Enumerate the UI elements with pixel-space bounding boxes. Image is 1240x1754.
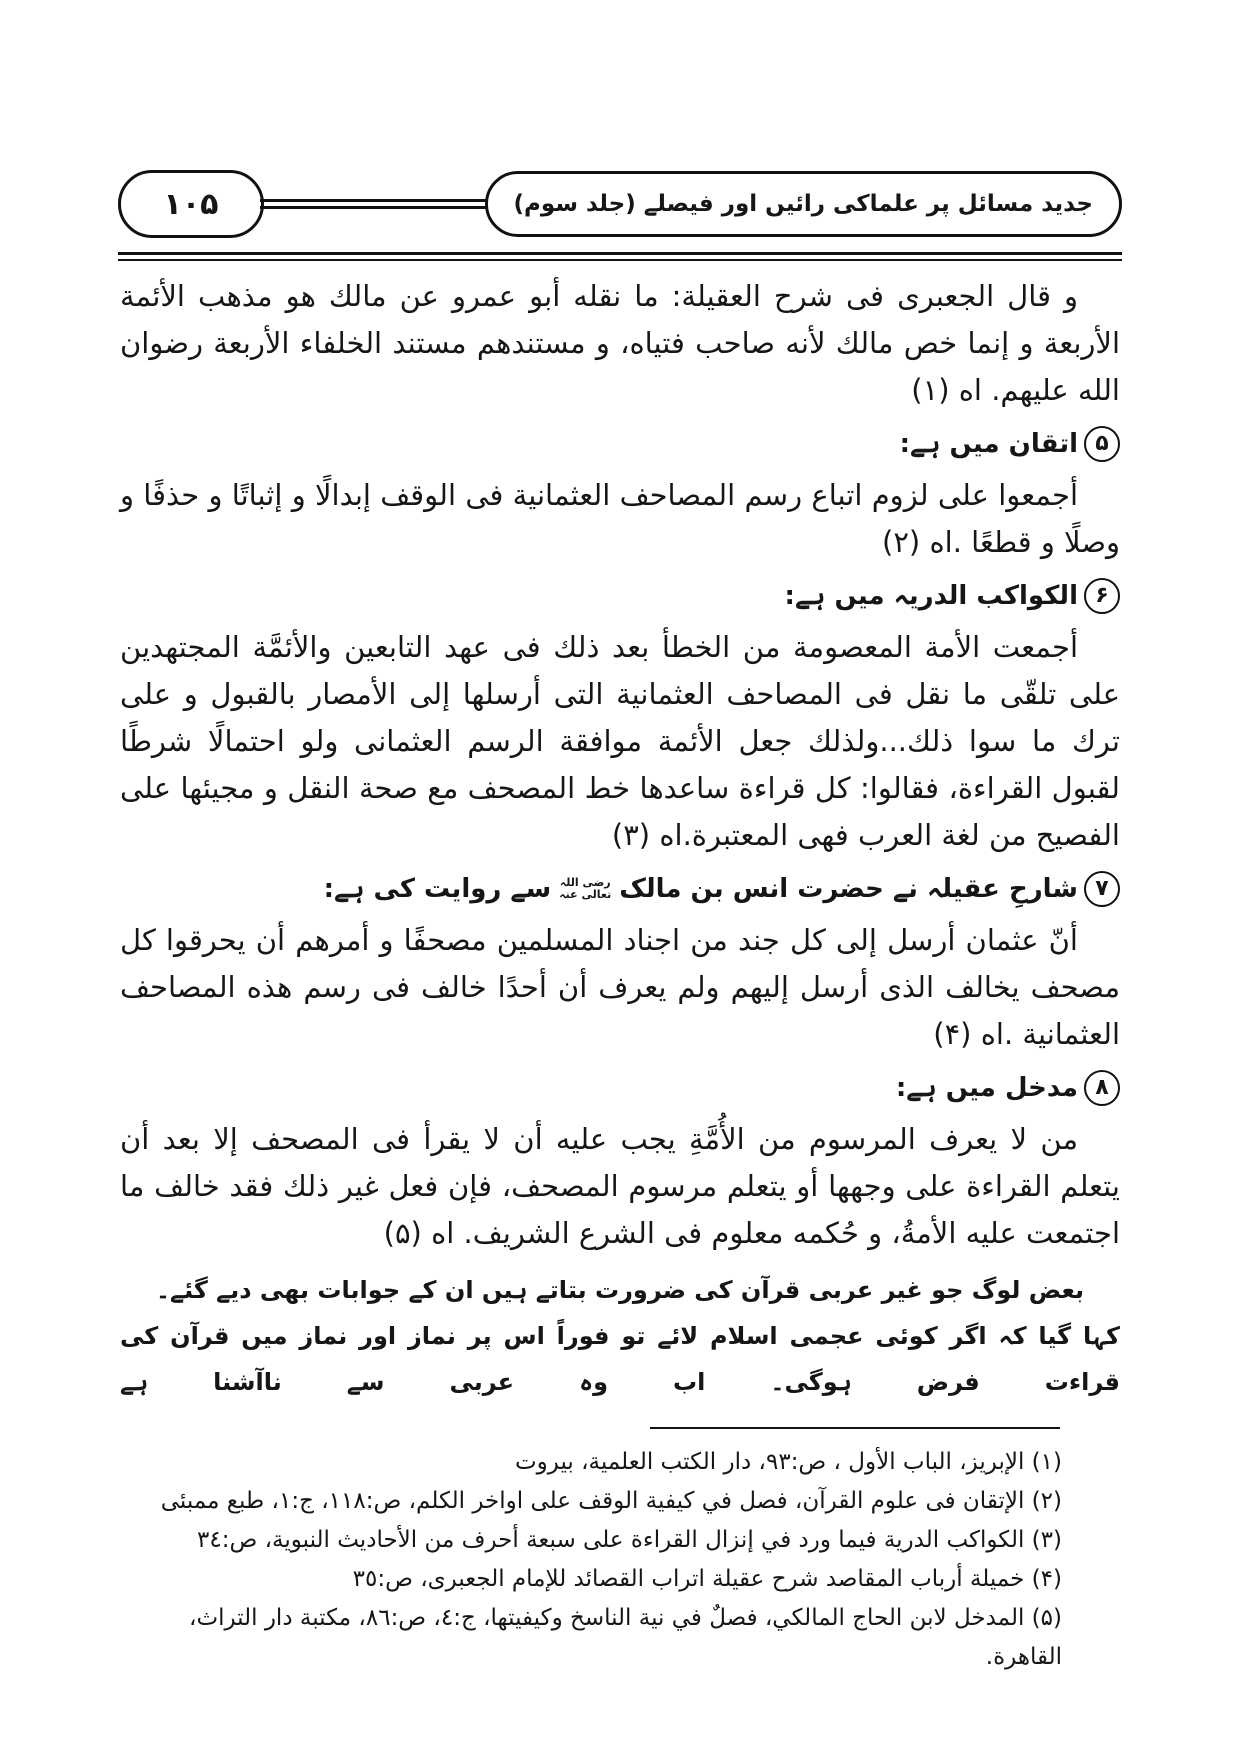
footnote-1 <box>120 1443 1120 1482</box>
arabic-paragraph-uthman: أنّ عثمان أرسل إلى كل جند من اجناد المسلمين مصحفًا و أمرهم أن يحرقوا كل مصحف يخالف الذى أرسل إليهم ولم يعرف أن أحدًا خالف فى رسم هذه المصاحف العثمانية .اه (۴) <box>120 923 1120 1051</box>
footnote-2-marker: (٢) <box>1031 1488 1062 1514</box>
section-heading-6 <box>120 576 1120 616</box>
section-heading-7-label-pre: شارحِ عقیلہ نے حضرت انس بن مالک <box>619 874 1078 904</box>
page-header <box>118 0 1122 238</box>
footnote-1-text: الإبريز، الباب الأول ، ص:٩٣، دار الكتب العلمية، بيروت <box>515 1449 1025 1475</box>
arabic-paragraph-itqan: أجمعوا على لزوم اتباع رسم المصاحف العثمانية فى الوقف إبدالًا و إثباتًا و حذفًا و وصلًا و قطعًا .اه (٢) <box>120 478 1120 559</box>
circled-number-8: ۸ <box>1084 1070 1120 1106</box>
footnote-4-text: خميلة أرباب المقاصد شرح عقيلة اتراب القصائد للإمام الجعبرى، ص:٣٥ <box>352 1566 1025 1592</box>
circled-number-5: ۵ <box>1084 426 1120 462</box>
arabic-paragraph-kawakib: أجمعت الأمة المعصومة من الخطأ بعد ذلك فى عهد التابعين والأئمَّة المجتهدين على تلقّى ما نقل فى المصاحف العثمانية التى أرسلها إلى الأمصار بالقبول و على ترك ما سوا ذلك...ولذلك جعل الأئمة موافقة الرسم العثمانى ولو احتمالًا شرطًا لقبول القراءة، فقالوا: كل قراءة ساعدها خط المصحف مع صحة النقل و مجيئها على الفصيح من لغة العرب فهى المعتبرة.اه (٣) <box>120 630 1120 852</box>
footnote-3-text: الكواكب الدرية فيما ورد في إنزال القراءة على سبعة أحرف من الأحاديث النبوية، ص:٣٤ <box>197 1527 1025 1553</box>
section-heading-7-label-post: سے روایت کی ہے: <box>323 874 552 904</box>
circled-number-6: ۶ <box>1084 578 1120 614</box>
urdu-note-fullwidth: کہا گیا کہ اگر کوئی عجمی اسلام لائے تو فوراً اس پر نماز اور نماز میں قرآن کی قراءت فرض ہوگی۔ اب وہ عربی سے ناآشنا ہے <box>120 1322 1120 1396</box>
footnote-2-text: الإتقان فى علوم القرآن، فصل في كيفية الوقف على اواخر الكلم، ص:١١٨، ج:١، طبع ممبئى <box>160 1488 1025 1514</box>
book-title-badge: جدید مسائل پر علماکی رائیں اور فیصلے (جلد سوم) <box>485 171 1122 237</box>
footnote-4 <box>120 1560 1120 1599</box>
honorific-ligature: رضی اللہ تعالی عنہ <box>559 876 612 901</box>
footnote-5-marker: (۵) <box>1031 1605 1062 1631</box>
header-double-rule <box>118 252 1122 261</box>
footnote-3-marker: (٣) <box>1031 1527 1062 1553</box>
section-heading-6-label: الکواکب الدریہ میں ہے: <box>784 581 1078 611</box>
circled-number-7: ۷ <box>1084 871 1120 907</box>
arabic-paragraph-madkhal: من لا يعرف المرسوم من الأُمَّةِ يجب عليه أن لا يقرأ فى المصحف إلا بعد أن يتعلم القراءة على وجهها أو يتعلم مرسوم المصحف، فإن فعل غير ذلك فقد خالف ما اجتمعت عليه الأمةُ، و حُكمه معلوم فى الشرع الشريف. اه (۵) <box>120 1122 1120 1250</box>
page-body <box>120 273 1120 1405</box>
arabic-paragraph-intro: و قال الجعبرى فى شرح العقيلة: ما نقله أبو عمرو عن مالك هو مذهب الأئمة الأربعة و إنما خص مالك لأنه صاحب فتياه، و مستندهم مستند الخلفاء الأربعة رضوان الله عليهم. اه (١) <box>120 279 1120 407</box>
footnote-3 <box>120 1521 1120 1560</box>
footnote-separator-rule <box>650 1427 1060 1429</box>
footnote-2 <box>120 1482 1120 1521</box>
header-connector-line <box>260 199 489 209</box>
section-heading-5 <box>120 424 1120 464</box>
section-heading-5-label: اتقان میں ہے: <box>899 429 1078 459</box>
footnote-4-marker: (۴) <box>1031 1566 1062 1592</box>
section-heading-8 <box>120 1068 1120 1108</box>
footnote-5 <box>120 1599 1120 1677</box>
footnote-1-marker: (١) <box>1031 1449 1062 1475</box>
footnote-5-text: المدخل لابن الحاج المالكي، فصلٌ في نية الناسخ وكيفيتها، ج:٤، ص:٨٦، مكتبة دار التراث، القاهرة. <box>189 1605 1062 1670</box>
section-heading-7 <box>120 869 1120 909</box>
section-heading-8-label: مدخل میں ہے: <box>895 1073 1078 1103</box>
page-number-badge: ۱۰۵ <box>118 170 264 238</box>
footnotes-block <box>120 1427 1120 1677</box>
urdu-note-centered: بعض لوگ جو غیر عربی قرآن کی ضرورت بتاتے ہیں ان کے جوابات بھی دیے گئے۔ <box>155 1276 1085 1304</box>
